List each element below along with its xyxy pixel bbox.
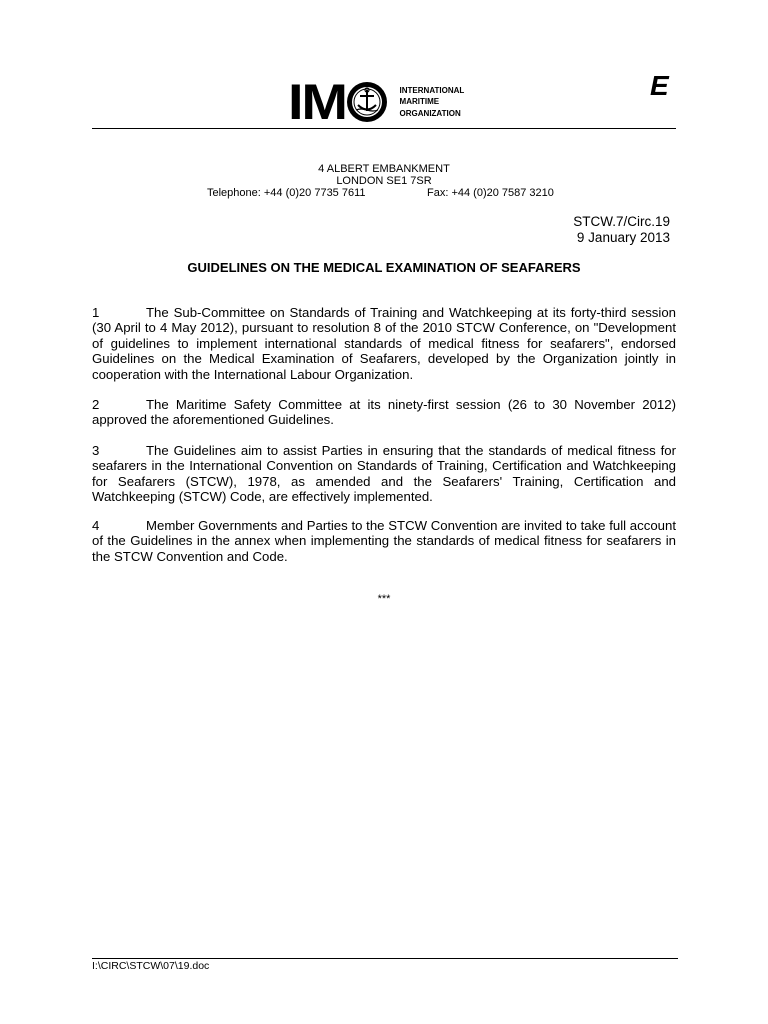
logo-word: INTERNATIONAL (399, 85, 465, 95)
logo-word: ORGANIZATION (399, 108, 461, 118)
paragraph-number: 1 (92, 305, 100, 320)
paragraph-number: 3 (92, 443, 100, 458)
address-line-2: LONDON SE1 7SR (336, 175, 432, 187)
telephone: Telephone: +44 (0)20 7735 7611 (207, 187, 366, 199)
paragraph-3 (92, 443, 676, 505)
paragraph-text: The Maritime Safety Committee at its ninety-first session (26 to 30 November 2012) approved the aforementioned Guidelines. (92, 397, 676, 428)
paragraph-number: 2 (92, 397, 100, 412)
fax: Fax: +44 (0)20 7587 3210 (427, 187, 554, 199)
paragraph-text: The Sub-Committee on Standards of Training and Watchkeeping at its forty-third session (30 April to 4 May 2012), pursuant to resolution 8 of the 2010 STCW Conference, on "Development of guidelines to implement international standards of medical fitness for seafarers", endorsed Guidelines on the Medical Examination of Seafarers, developed by the Organization jointly in cooperation with the International Labour Organization. (92, 305, 676, 382)
paragraph-text: The Guidelines aim to assist Parties in ensuring that the standards of medical fitness for seafarers in the International Convention on Standards of Training, Certification and Watchkeeping for Seafarers (STCW), 1978, as amended and the Seafarers' Training, Certification and Watchkeeping (STCW) Code, are effectively implemented. (92, 443, 676, 505)
footer-file-path: I:\CIRC\STCW\07\19.doc (92, 960, 210, 972)
paragraph-2 (92, 397, 676, 428)
imo-emblem-icon (346, 81, 388, 123)
section-separator: *** (377, 593, 391, 605)
document-reference: STCW.7/Circ.19 (573, 214, 670, 229)
paragraph-1 (92, 305, 676, 382)
imo-logo (288, 74, 465, 130)
address-line-1: 4 ALBERT EMBANKMENT (318, 163, 450, 175)
document-title: GUIDELINES ON THE MEDICAL EXAMINATION OF SEAFARERS (187, 260, 581, 275)
logo-word: MARITIME (399, 97, 440, 107)
footer-divider (92, 958, 678, 959)
header-divider (92, 128, 676, 129)
document-date: 9 January 2013 (576, 230, 670, 245)
logo-organization-name (400, 85, 465, 120)
paragraph-number: 4 (92, 518, 100, 533)
paragraph-text: Member Governments and Parties to the STCW Convention are invited to take full account of the Guidelines in the annex when implementing the standards of medical fitness for seafarers in the STCW Convention and Code. (92, 518, 676, 564)
language-marker: E (650, 70, 669, 101)
logo-mark (288, 74, 388, 130)
logo-letters: IM (288, 74, 346, 130)
paragraph-4 (92, 518, 676, 564)
